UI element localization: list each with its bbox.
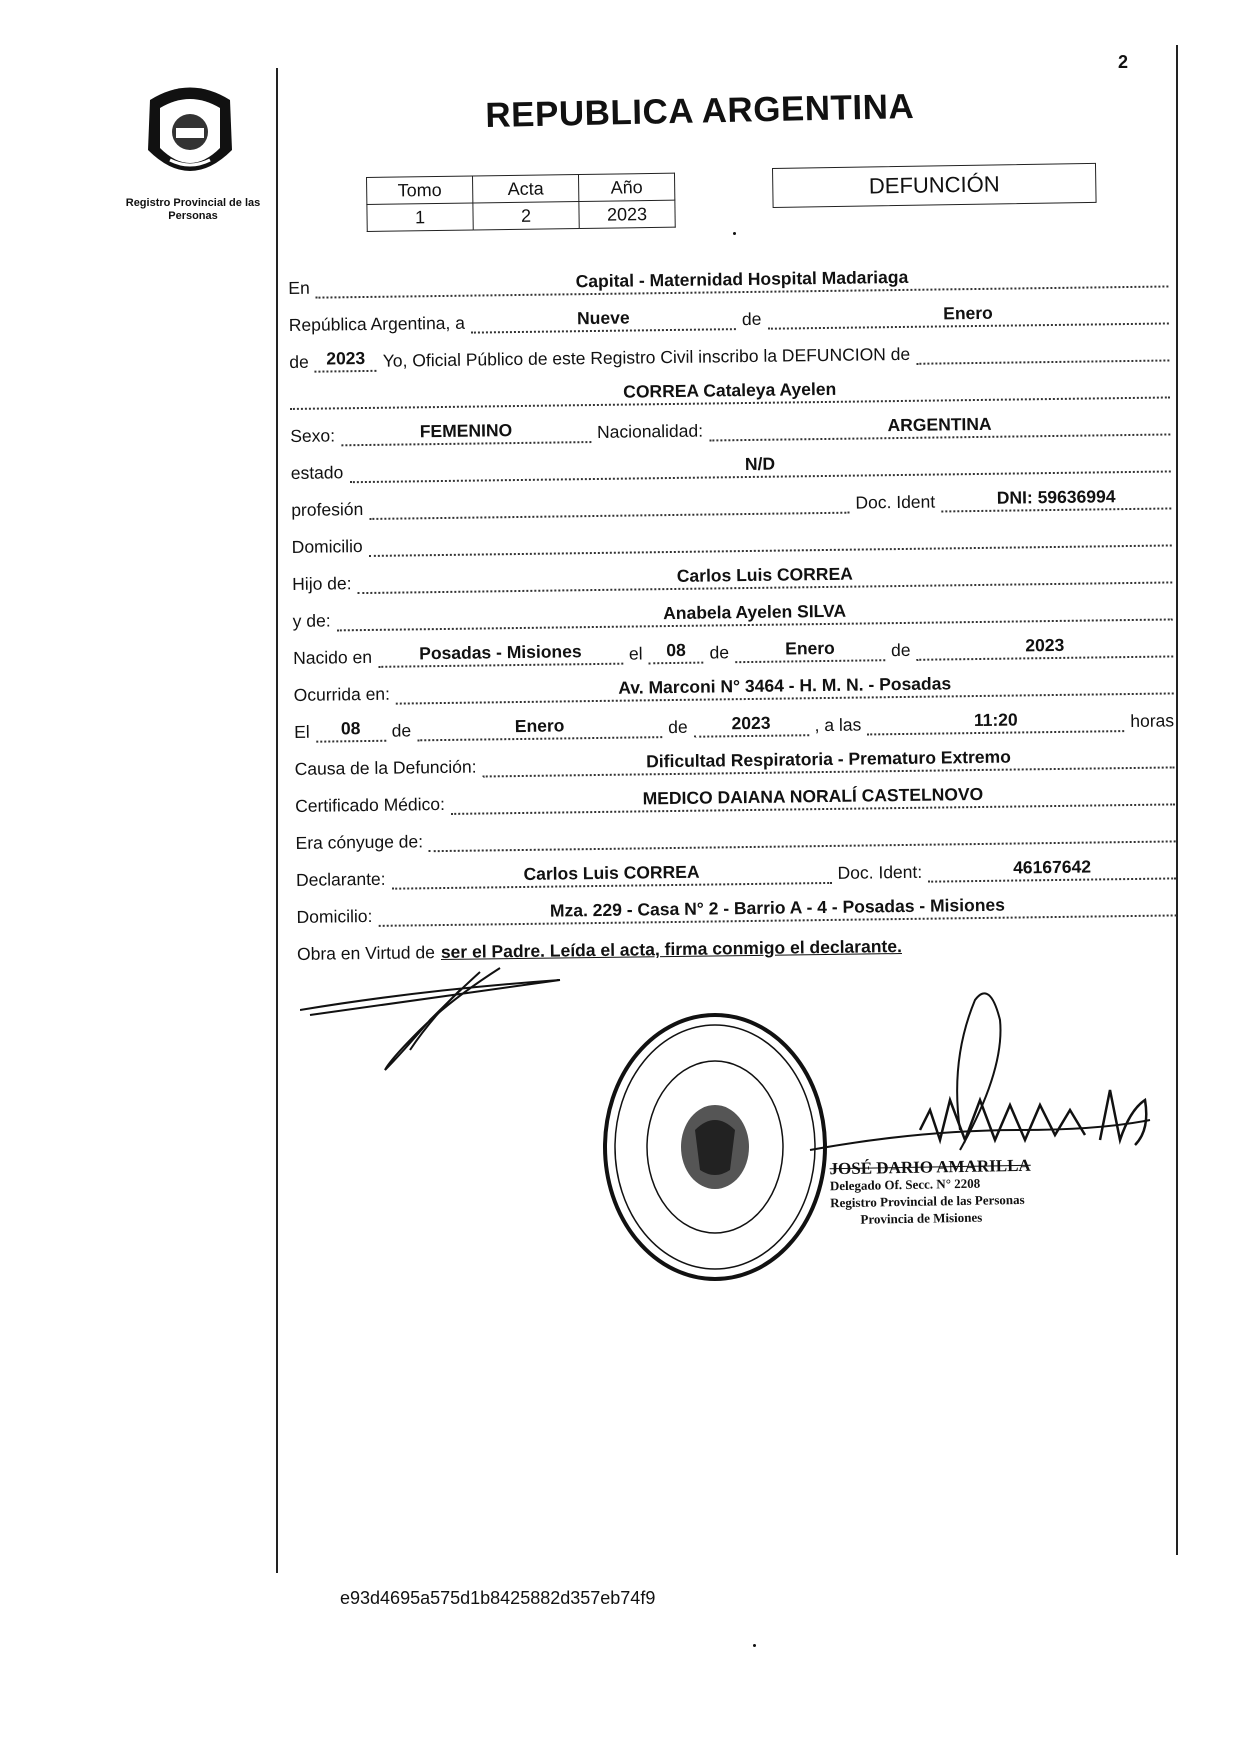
de-label: de	[668, 716, 688, 738]
document-title: REPUBLICA ARGENTINA	[485, 87, 915, 135]
day-value: Nueve	[471, 306, 736, 333]
obra-label: Obra en Virtud de	[296, 942, 436, 964]
hijo-label: Hijo de:	[292, 573, 352, 594]
republic-label: República Argentina, a	[288, 312, 466, 335]
registry-value-acta: 2	[473, 202, 579, 230]
nacido-label: Nacido en	[293, 646, 373, 668]
registry-header-ano: Año	[578, 173, 674, 201]
doc-ident-label: Doc. Ident	[855, 491, 936, 513]
cause-value: Dificultad Respiratoria - Prematuro Extremo	[482, 744, 1174, 777]
profesion-label: profesión	[291, 499, 364, 520]
declarant-address-value: Mza. 229 - Casa N° 2 - Barrio A - 4 - Posadas - Misiones	[378, 892, 1176, 926]
official-seal	[600, 1010, 830, 1285]
horas-label: horas	[1130, 710, 1175, 732]
domicilio-label: Domicilio	[291, 536, 363, 557]
el-cap-label: El	[294, 721, 310, 742]
obra-value: ser el Padre. Leída el acta, firma conmigo el declarante.	[440, 936, 902, 963]
year-value: 2023	[315, 348, 377, 373]
doctor-value: MEDICO DAIANA NORALÍ CASTELNOVO	[451, 781, 1175, 814]
birth-place-value: Posadas - Misiones	[378, 641, 623, 668]
declarant-doc-label: Doc. Ident:	[837, 861, 923, 883]
declarante-label: Declarante:	[295, 868, 386, 890]
sexo-label: Sexo:	[290, 425, 336, 446]
death-year-value: 2023	[693, 712, 808, 738]
declarant-doc-value: 46167642	[928, 855, 1176, 882]
doc-ident-value: DNI: 59636994	[941, 485, 1171, 512]
registry-value-ano: 2023	[579, 200, 675, 228]
left-margin-line	[276, 68, 278, 1573]
official-office: Registro Provincial de las Personas	[830, 1191, 1025, 1211]
estado-label: estado	[290, 462, 344, 483]
registry-header-acta: Acta	[472, 175, 578, 203]
registry-value-tomo: 1	[367, 203, 473, 231]
mother-value: Anabela Ayelen SILVA	[336, 596, 1172, 631]
de-label: de	[890, 639, 911, 661]
official-province: Provincia de Misiones	[860, 1209, 983, 1227]
province-crest-logo	[140, 80, 240, 190]
official-block	[829, 1156, 1090, 1229]
birth-month-value: Enero	[735, 637, 885, 663]
official-name: JOSÉ DARIO AMARILLA	[829, 1155, 1031, 1179]
de-label: de	[741, 308, 762, 330]
birth-day-value: 08	[648, 640, 703, 665]
estado-value: N/D	[349, 448, 1171, 483]
deceased-name-value: CORREA Cataleya Ayelen	[290, 374, 1170, 410]
ocurrida-label: Ocurrida en:	[293, 683, 391, 705]
official-position: Delegado Of. Secc. N° 2208	[829, 1175, 981, 1194]
sexo-value: FEMENINO	[341, 419, 591, 446]
causa-label: Causa de la Defunción:	[294, 756, 477, 779]
death-record-form	[288, 250, 1177, 964]
official-signature	[800, 980, 1160, 1180]
dot-mark	[733, 232, 736, 235]
logo-caption: Registro Provincial de las Personas	[125, 197, 261, 222]
en-label: En	[288, 277, 310, 298]
declarant-domicilio-label: Domicilio:	[296, 905, 373, 927]
registry-table	[366, 173, 676, 232]
page-number: 2	[1118, 52, 1129, 72]
el-label: el	[628, 643, 643, 664]
conyuge-label: Era cónyuge de:	[295, 831, 424, 853]
birth-year-value: 2023	[916, 633, 1173, 660]
a-las-label: , a las	[814, 714, 862, 736]
document-hash: e93d4695a575d1b8425882d357eb74f9	[340, 1588, 656, 1608]
registry-header-tomo: Tomo	[367, 176, 473, 204]
certificado-label: Certificado Médico:	[294, 793, 446, 816]
death-day-value: 08	[316, 718, 386, 743]
occurred-place-value: Av. Marconi N° 3464 - H. M. N. - Posadas	[396, 670, 1174, 704]
de-label: de	[391, 720, 412, 741]
record-type-box: DEFUNCIÓN	[772, 163, 1097, 208]
declarant-value: Carlos Luis CORREA	[391, 860, 831, 890]
nacionalidad-value: ARGENTINA	[709, 411, 1170, 441]
de-label: de	[289, 351, 309, 372]
death-month-value: Enero	[417, 714, 662, 741]
y-de-label: y de:	[292, 610, 331, 631]
right-margin-line	[1176, 45, 1178, 1555]
declarant-signature	[300, 960, 600, 1080]
dot-mark	[753, 1644, 756, 1647]
de-label: de	[709, 642, 730, 663]
officer-statement: Yo, Oficial Público de este Registro Civil inscribo la DEFUNCION de	[382, 343, 911, 371]
father-value: Carlos Luis CORREA	[357, 559, 1172, 594]
month-value: Enero	[767, 300, 1169, 329]
place-value: Capital - Maternidad Hospital Madariaga	[316, 263, 1169, 298]
nacionalidad-label: Nacionalidad:	[596, 420, 704, 442]
death-time-value: 11:20	[867, 708, 1124, 735]
